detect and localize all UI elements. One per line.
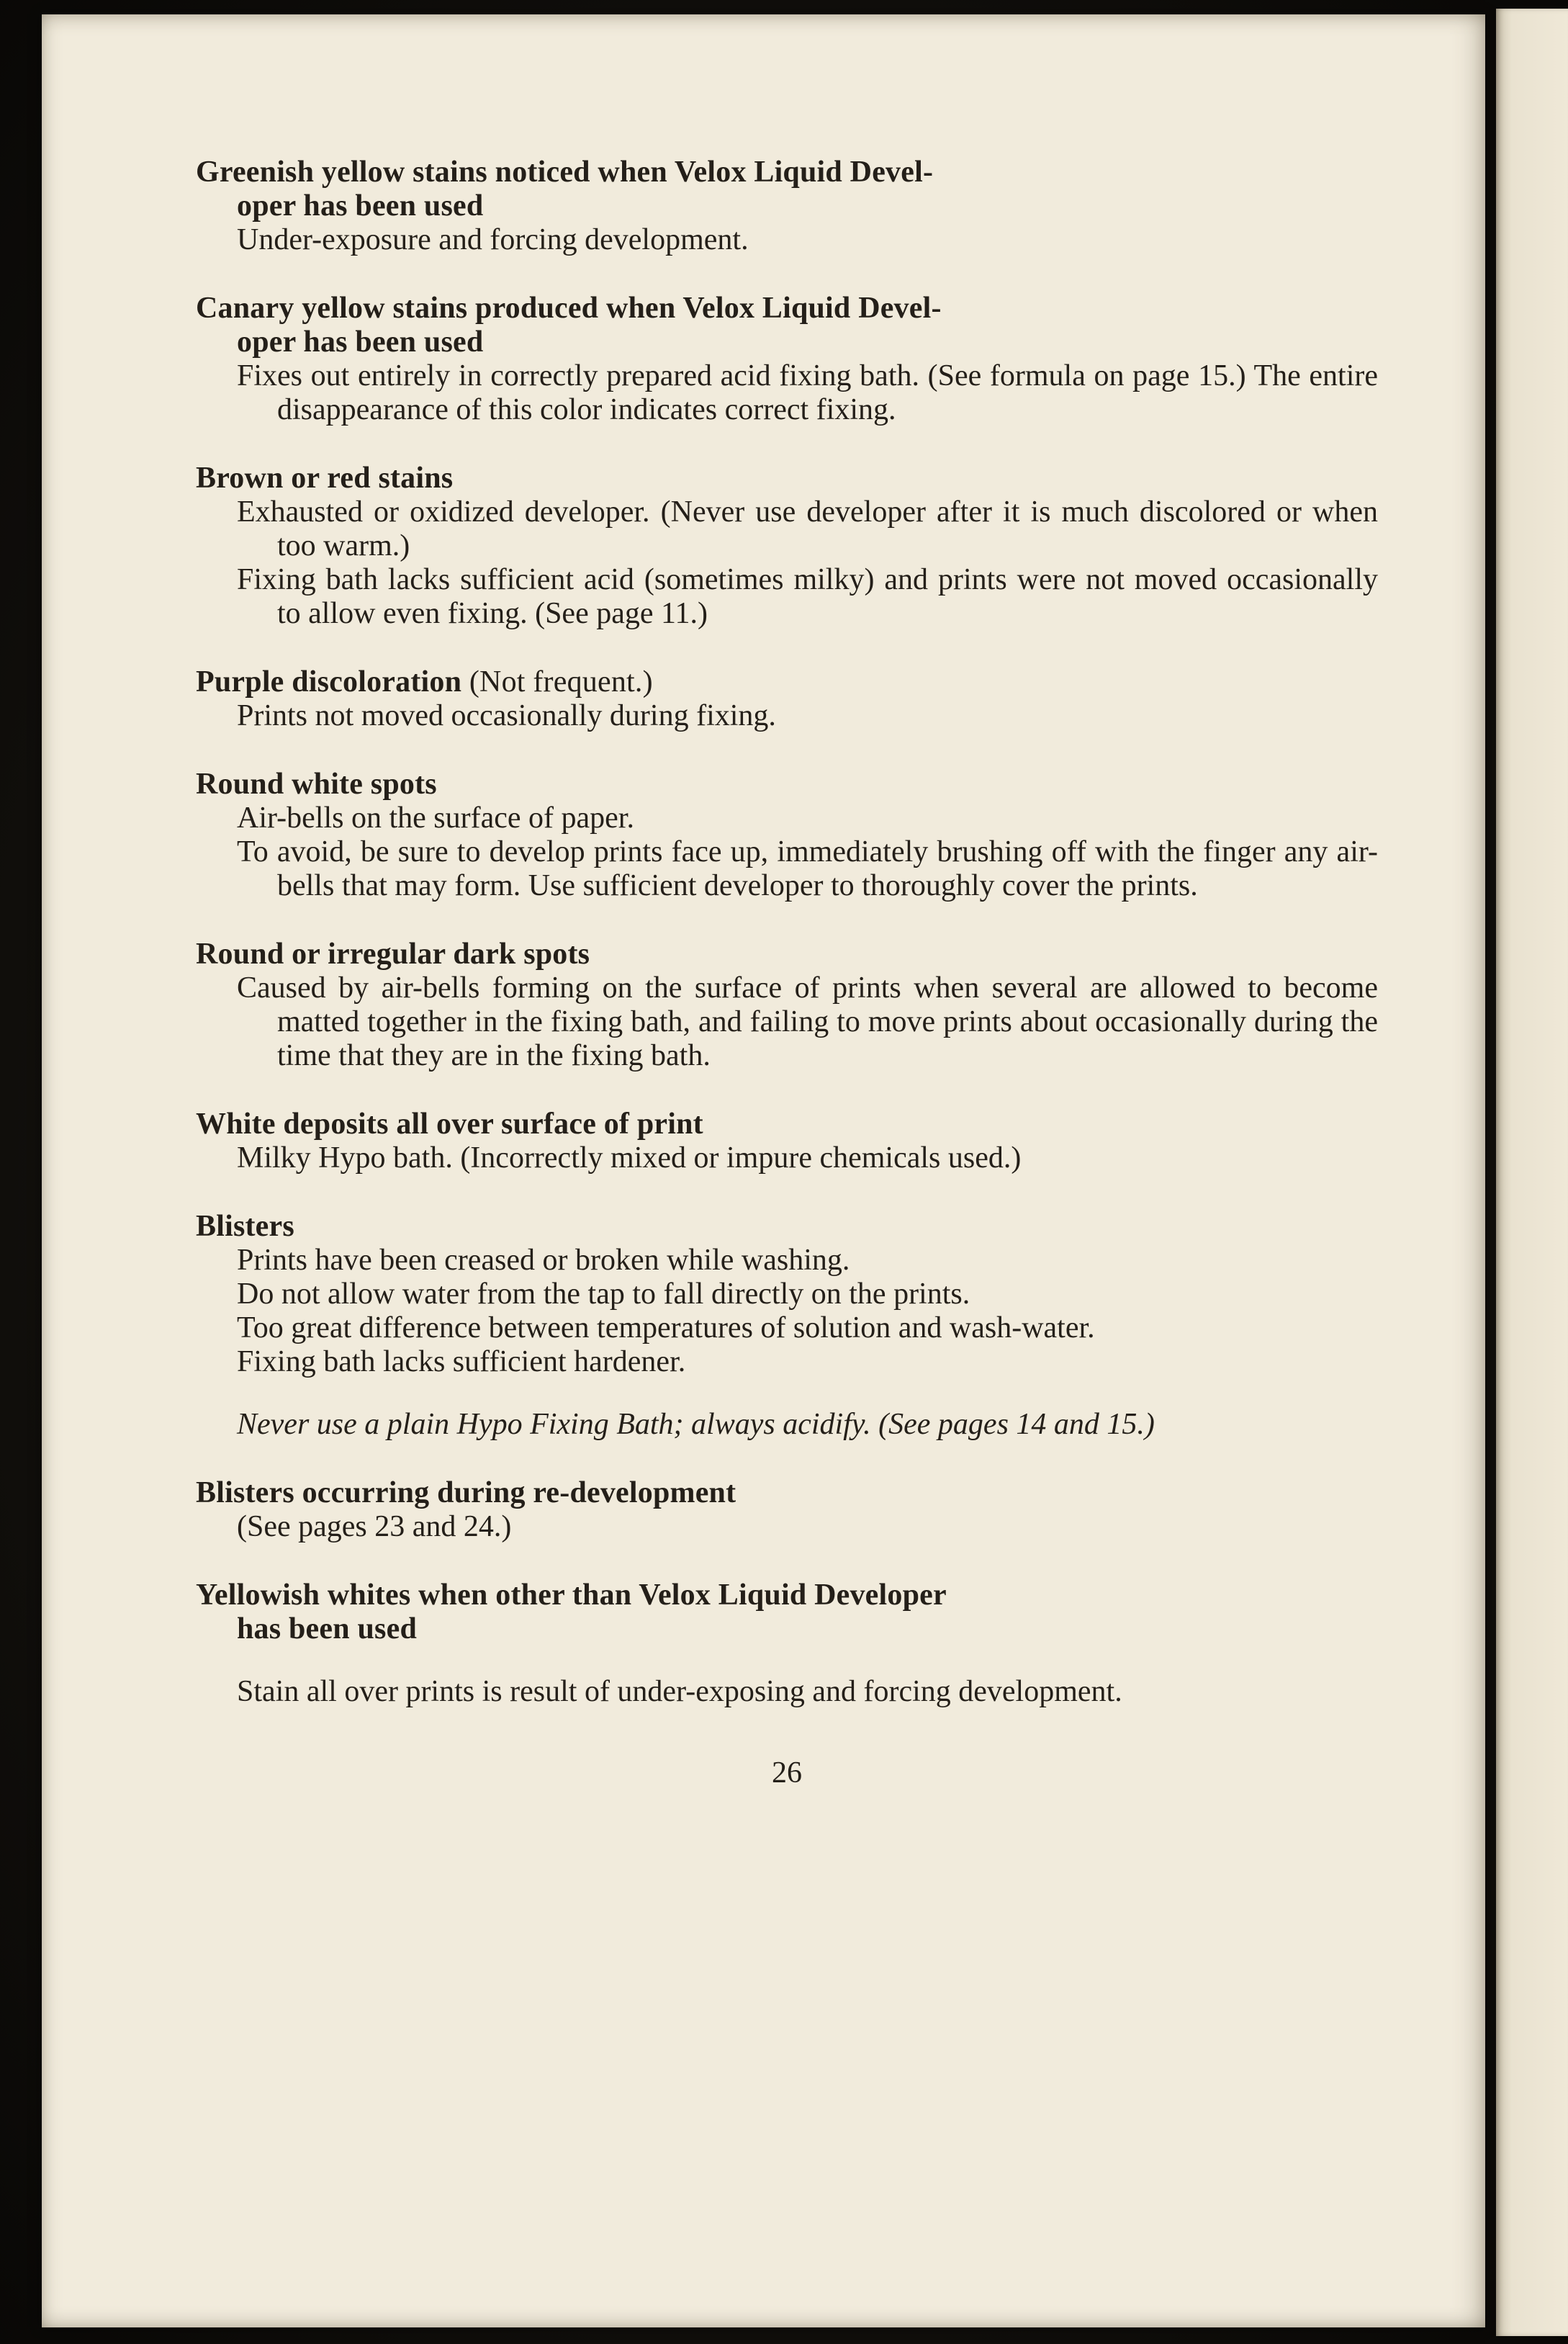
paragraph: Caused by air-bells forming on the surface of prints when several are allowed to become matted together in the fixing bath, and failing to move prints about occasionally during the time that they are in the fixing bath. xyxy=(237,971,1378,1072)
section-heading-line: Brown or red stains xyxy=(196,462,454,495)
section-heading xyxy=(196,1210,1378,1244)
section-heading xyxy=(196,768,1378,801)
section-heading-line: Greenish yellow stains noticed when Velox Liquid Devel- xyxy=(196,156,934,189)
section-heading xyxy=(196,1579,1378,1646)
page-content xyxy=(196,156,1378,1790)
section xyxy=(196,156,1378,257)
section xyxy=(196,292,1378,427)
section-heading xyxy=(196,938,1378,971)
section-heading xyxy=(196,156,1378,223)
paragraph: Milky Hypo bath. (Incorrectly mixed or impure chemicals used.) xyxy=(237,1141,1022,1175)
section-heading xyxy=(196,1476,1378,1510)
paragraph: Never use a plain Hypo Fixing Bath; always acidify. (See pages 14 and 15.) xyxy=(237,1408,1155,1441)
sections xyxy=(196,156,1378,1709)
section-heading xyxy=(196,462,1378,495)
paragraph: Fixes out entirely in correctly prepared acid fixing bath. (See formula on page 15.) The entire disappearance of this color indicates correct fixing. xyxy=(237,359,1378,426)
next-page-edge xyxy=(1496,9,1568,2336)
book-page xyxy=(42,14,1485,2327)
section-heading xyxy=(196,1108,1378,1141)
section-heading-line: Round or irregular dark spots xyxy=(196,938,590,971)
paragraph: Exhausted or oxidized developer. (Never use developer after it is much discolored or when too warm.) xyxy=(237,495,1378,562)
section-heading-line: Blisters occurring during re-development xyxy=(196,1476,736,1509)
section-heading-line: oper has been used xyxy=(237,325,484,359)
section-heading-line: Canary yellow stains produced when Velox Liquid Devel- xyxy=(196,292,942,325)
section xyxy=(196,462,1378,631)
section-heading-line: White deposits all over surface of print xyxy=(196,1108,703,1141)
paragraph: (See pages 23 and 24.) xyxy=(237,1510,512,1543)
section-heading xyxy=(196,292,1378,359)
section xyxy=(196,1108,1378,1175)
paragraph: Under-exposure and forcing development. xyxy=(237,223,749,256)
paragraph: Air-bells on the surface of paper. xyxy=(237,801,634,835)
section xyxy=(196,938,1378,1073)
paragraph: To avoid, be sure to develop prints face up, immediately brushing off with the finger any air-bells that may form. Use sufficient developer to thoroughly cover the prints. xyxy=(237,835,1378,902)
section-heading xyxy=(196,665,1378,699)
section-heading-line: Round white spots xyxy=(196,768,437,801)
section-heading-suffix: (Not frequent.) xyxy=(461,665,653,699)
section-heading-line: Blisters xyxy=(196,1210,294,1243)
section-heading-line: Yellowish whites when other than Velox Liquid Developer xyxy=(196,1579,947,1612)
page-number: 26 xyxy=(772,1756,802,1790)
paragraph: Too great difference between temperatures of solution and wash-water. xyxy=(237,1311,1095,1344)
section xyxy=(196,768,1378,903)
paragraph: Prints have been creased or broken while washing. xyxy=(237,1244,850,1277)
paragraph: Do not allow water from the tap to fall directly on the prints. xyxy=(237,1277,970,1311)
paragraph: Prints not moved occasionally during fixing. xyxy=(237,699,776,732)
section-heading-line: oper has been used xyxy=(237,189,484,223)
paragraph: Fixing bath lacks sufficient hardener. xyxy=(237,1345,686,1378)
section xyxy=(196,665,1378,733)
section xyxy=(196,1579,1378,1709)
section xyxy=(196,1476,1378,1544)
paragraph: Stain all over prints is result of under-exposing and forcing development. xyxy=(237,1675,1122,1708)
paragraph: Fixing bath lacks sufficient acid (sometimes milky) and prints were not moved occasionally to allow even fixing. (See page 11.) xyxy=(237,563,1378,630)
section-heading-line: Purple discoloration xyxy=(196,665,462,699)
section-heading-line: has been used xyxy=(237,1612,418,1645)
section xyxy=(196,1210,1378,1442)
